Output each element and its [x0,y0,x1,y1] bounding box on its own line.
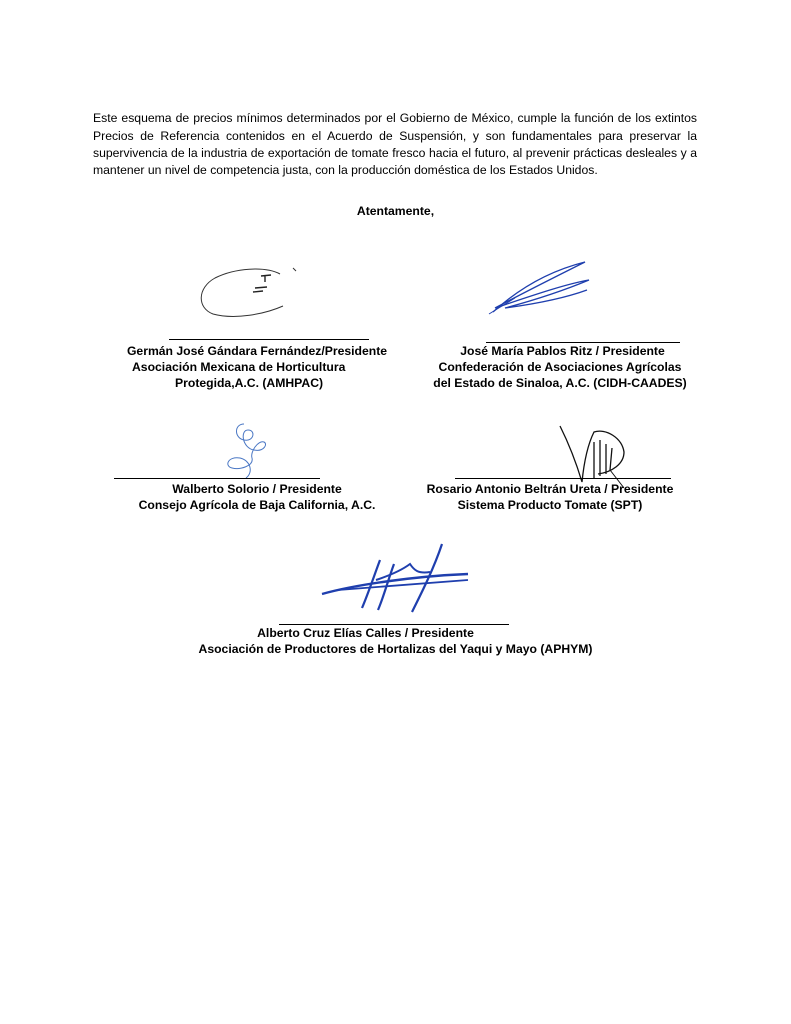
signatory-4-name: Rosario Antonio Beltrán Ureta / Presidente [426,482,674,496]
signatory-1-org-line2: Protegida,A.C. (AMHPAC) [175,376,324,390]
signatory-4 [405,481,695,513]
signatory-5-name: Alberto Cruz Elías Calles / Presidente [257,626,474,640]
signatory-1-org-line1: Asociación Mexicana de Horticultura [132,360,346,374]
signature-line-3 [114,478,320,479]
signatory-2-org-line1: Confederación de Asociaciones Agrícolas [438,360,682,374]
signatory-3-name: Walberto Solorio / Presidente [172,482,342,496]
signature-1-image [195,262,305,322]
signature-2-image [485,258,595,318]
signatory-4-org-line1: Sistema Producto Tomate (SPT) [457,498,643,512]
signature-line-1 [169,339,369,340]
signatory-1 [110,343,404,391]
signature-3-image [220,418,280,483]
signatory-2-name: José María Pablos Ritz / Presidente [460,344,665,358]
body-paragraph: Este esquema de precios mínimos determinados por el Gobierno de México, cumple la función de los extintos Precios de Referencia contenidos en el Acuerdo de Suspensión, y son fundamentales para preservar la supervivencia de la industria de exportación de tomate fresco hacia el futuro, al prevenir prácticas desleales y a mantener un nivel de competencia justa, con la producción doméstica de los Estados Unidos. [93,111,697,178]
signatory-3-org-line1: Consejo Agrícola de Baja California, A.C. [138,498,376,512]
closing-salutation: Atentamente, [356,204,435,218]
signature-line-4 [455,478,671,479]
signatory-5 [0,625,791,657]
signatory-1-name: Germán José Gándara Fernández/Presidente [126,344,388,358]
signatory-3 [110,481,404,513]
signatory-5-org-line1: Asociación de Productores de Hortalizas del Yaqui y Mayo (APHYM) [198,642,593,656]
signature-5-image [318,540,473,615]
signatory-2-org-line2: del Estado de Sinaloa, A.C. (CIDH-CAADES) [433,376,687,390]
signatory-2 [415,343,705,391]
